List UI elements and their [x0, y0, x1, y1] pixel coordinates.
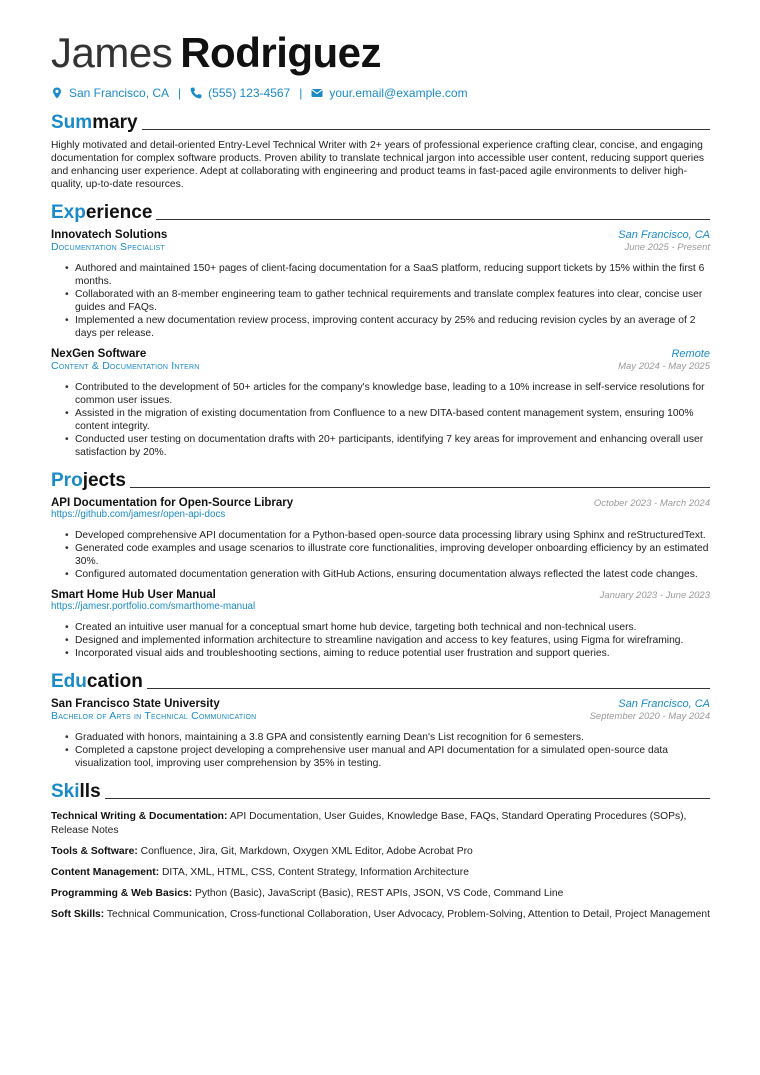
bullet-item: • Incorporated visual aids and troubleshooting sections, aiming to reduce potential user frustration and support queries.: [75, 647, 710, 660]
bullet-item: • Developed comprehensive API documentation for a Python-based open-source data processing library using Sphinx and reStructuredText.: [75, 529, 710, 542]
section-title: Projects: [51, 470, 126, 491]
section-title: Summary: [51, 112, 138, 133]
job-title: Content & Documentation Intern: [51, 360, 200, 372]
skill-label: Content Management:: [51, 867, 160, 878]
project-entry: [51, 497, 710, 581]
first-name: James: [51, 29, 173, 76]
skill-label: Technical Writing & Documentation:: [51, 811, 228, 822]
company-name: Innovatech Solutions: [51, 229, 168, 241]
bullet-item: • Designed and implemented information architecture to streamline navigation and access to key features, using Figma for wireframing.: [75, 634, 710, 647]
bullet-item: • Collaborated with an 8-member engineering team to gather technical requirements and translate complex features into clear, concise user guides and FAQs.: [75, 288, 710, 314]
skill-label: Tools & Software:: [51, 846, 138, 857]
skill-item: [51, 908, 710, 922]
bullet-item: • Graduated with honors, maintaining a 3.8 GPA and consistently earning Dean's List recognition for 6 semesters.: [75, 731, 710, 744]
phone-text[interactable]: (555) 123-4567: [208, 86, 291, 100]
bullet-item: • Created an intuitive user manual for a conceptual smart home hub device, targeting both technical and non-technical users.: [75, 621, 710, 634]
last-name: Rodriguez: [180, 29, 382, 76]
experience-entry: [51, 348, 710, 459]
contact-separator: |: [178, 86, 182, 100]
bullet-item: • Contributed to the development of 50+ articles for the company's knowledge base, leading to a 10% increase in self-service resolutions for common user issues.: [75, 381, 710, 407]
job-title: Documentation Specialist: [51, 241, 165, 253]
entry-dates: January 2023 - June 2023: [599, 590, 710, 601]
section-rule: [147, 688, 710, 689]
summary-section-heading: [51, 111, 710, 133]
company-name: NexGen Software: [51, 348, 147, 360]
bullet-item: • Completed a capstone project developing a comprehensive user manual and API documentation for a simulated open-source data visualization tool, improving user comprehension by 35% in testing.: [75, 744, 710, 770]
bullet-list: [51, 381, 710, 459]
education-section-heading: [51, 670, 710, 692]
entry-dates: October 2023 - March 2024: [593, 498, 710, 509]
bullet-list: [51, 262, 710, 340]
resume-page: [51, 0, 710, 929]
entry-dates: June 2025 - Present: [624, 242, 710, 253]
skill-item: [51, 845, 710, 859]
projects-section-heading: [51, 469, 710, 491]
phone-icon: [190, 87, 202, 99]
skill-value: API Documentation, User Guides, Knowledge Base, FAQs, Standard Operating Procedures (SOPs), Release Notes: [51, 811, 687, 836]
skill-value: Technical Communication, Cross-functional Collaboration, User Advocacy, Problem-Solving, Attention to Detail, Project Management: [106, 909, 710, 920]
contact-separator: |: [299, 86, 303, 100]
bullet-list: [51, 731, 710, 770]
bullet-item: • Generated code examples and usage scenarios to illustrate core functionalities, improving developer onboarding efficiency by an estimated 30%.: [75, 542, 710, 568]
project-name: API Documentation for Open-Source Library: [51, 497, 294, 509]
contact-location: [51, 86, 169, 100]
contact-phone[interactable]: [190, 86, 290, 100]
skill-item: [51, 810, 710, 838]
bullet-item: • Implemented a new documentation review process, improving content accuracy by 25% and reducing revision cycles by an average of 2 days per release.: [75, 314, 710, 340]
contact-email[interactable]: [311, 86, 467, 100]
skills-list: [51, 810, 710, 922]
skill-value: DITA, XML, HTML, CSS, Content Strategy, Information Architecture: [162, 867, 469, 878]
section-title: Experience: [51, 202, 153, 223]
skill-label: Soft Skills:: [51, 909, 105, 920]
entry-dates: September 2020 - May 2024: [589, 711, 710, 722]
bullet-list: [51, 529, 710, 581]
project-link[interactable]: https://jamesr.portfolio.com/smarthome-manual: [51, 601, 256, 612]
bullet-item: • Configured automated documentation generation with GitHub Actions, ensuring documentation always reflected the latest code changes.: [75, 568, 710, 581]
contact-line: [51, 85, 710, 101]
bullet-item: • Assisted in the migration of existing documentation from Confluence to a new DITA-based content management system, ensuring 100% content integrity.: [75, 407, 710, 433]
skill-item: [51, 887, 710, 901]
project-name: Smart Home Hub User Manual: [51, 589, 216, 601]
education-entry: [51, 698, 710, 770]
project-entry: [51, 589, 710, 660]
skill-value: Python (Basic), JavaScript (Basic), REST APIs, JSON, VS Code, Command Line: [195, 888, 564, 899]
skills-section-heading: [51, 780, 710, 802]
entry-location: San Francisco, CA: [618, 698, 710, 710]
section-title: Skills: [51, 781, 101, 802]
map-marker-icon: [51, 87, 63, 99]
skill-value: Confluence, Jira, Git, Markdown, Oxygen XML Editor, Adobe Acrobat Pro: [140, 846, 473, 857]
location-text: San Francisco, CA: [69, 86, 170, 100]
section-rule: [142, 129, 710, 130]
experience-entry: [51, 229, 710, 340]
bullet-list: [51, 621, 710, 660]
entry-location: San Francisco, CA: [618, 229, 710, 241]
entry-dates: May 2024 - May 2025: [618, 361, 710, 372]
section-rule: [105, 798, 710, 799]
summary-text: Highly motivated and detail-oriented Entry-Level Technical Writer with 2+ years of professional experience crafting clear, concise, and engaging documentation for complex software products. Proven ability to translate technical jargon into accessible user content, reducing support queries and enhancing user experience. Adept at collaborating with engineering and product teams in fast-paced agile environments to deliver high-quality, up-to-date resources.: [51, 140, 705, 190]
school-name: San Francisco State University: [51, 698, 220, 710]
entry-location: Remote: [671, 348, 710, 360]
email-text[interactable]: your.email@example.com: [329, 86, 468, 100]
skill-label: Programming & Web Basics:: [51, 888, 193, 899]
project-link[interactable]: https://github.com/jamesr/open-api-docs: [51, 509, 226, 520]
name-heading: [51, 30, 710, 76]
section-rule: [156, 219, 710, 220]
bullet-item: • Conducted user testing on documentation drafts with 20+ participants, identifying 7 key areas for improvement and enhancing overall user satisfaction by 20%.: [75, 433, 710, 459]
envelope-icon: [311, 87, 323, 99]
section-rule: [130, 487, 710, 488]
experience-section-heading: [51, 201, 710, 223]
skill-item: [51, 866, 710, 880]
bullet-item: • Authored and maintained 150+ pages of client-facing documentation for a SaaS platform, reducing support tickets by 15% within the first 6 months.: [75, 262, 710, 288]
section-title: Education: [51, 671, 143, 692]
degree: Bachelor of Arts in Technical Communication: [51, 710, 257, 722]
